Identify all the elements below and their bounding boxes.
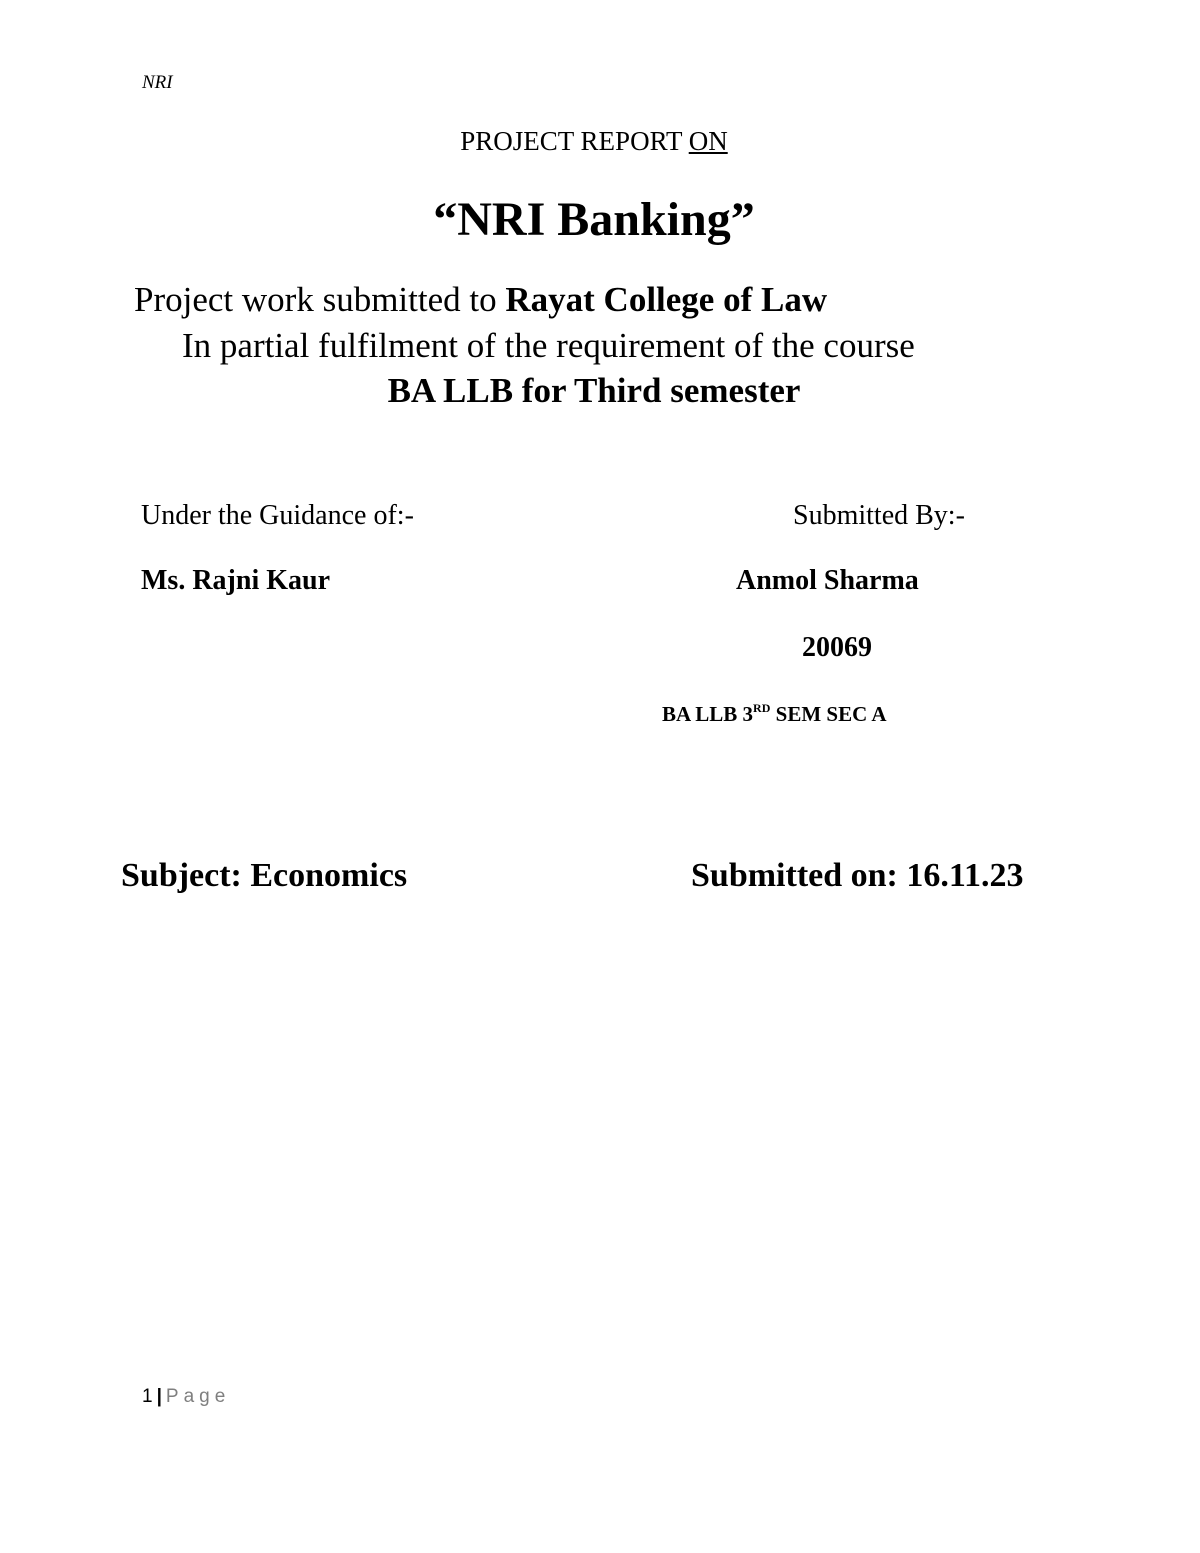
institution-name: Rayat College of Law [505,280,828,319]
partial-fulfilment-line: In partial fulfilment of the requirement of the course [182,326,915,365]
project-title: “NRI Banking” [433,193,755,246]
guide-name: Ms. Rajni Kaur [141,565,330,596]
page-footer [142,1386,230,1408]
student-name: Anmol Sharma [736,565,919,596]
class-suffix: SEM SEC A [770,702,887,726]
submitted-by-label: Submitted By:- [793,500,965,531]
page-word: Page [165,1386,231,1407]
report-heading-on: ON [688,126,728,156]
report-heading-prefix: PROJECT REPORT [460,126,689,156]
footer-separator: | [156,1386,162,1407]
report-heading [0,126,1188,157]
subject-line: Subject: Economics [121,857,408,894]
guidance-label: Under the Guidance of:- [141,500,414,531]
class-ordinal-suffix: RD [753,701,771,715]
submitted-to-line [134,280,827,320]
class-prefix: BA LLB 3 [662,702,754,726]
class-section [662,701,887,727]
course-line: BA LLB for Third semester [387,371,801,410]
submitted-to-prefix: Project work submitted to [134,280,506,319]
roll-number: 20069 [802,632,872,663]
submission-date: Submitted on: 16.11.23 [691,857,1024,894]
page-header: NRI [142,72,173,93]
page-number: 1 [142,1386,153,1407]
